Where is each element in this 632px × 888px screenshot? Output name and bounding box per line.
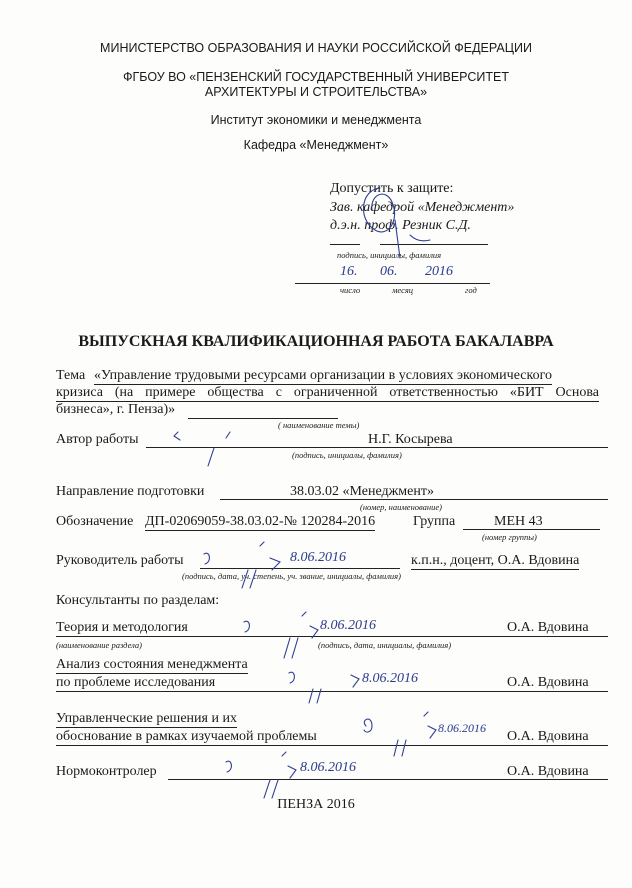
direction-label: Направление подготовки <box>56 484 205 499</box>
approval-cap-day: число <box>340 285 361 295</box>
consultant-2-date: 8.06.2016 <box>362 671 418 686</box>
theme-caption: ( наименование темы) <box>278 420 360 430</box>
approval-date-underline <box>295 283 490 284</box>
approval-signature-scribble <box>340 180 460 260</box>
consultant-3-section-line-2: обоснование в рамках изучаемой проблемы <box>56 729 317 744</box>
institute-line: Институт экономики и менеджмента <box>210 113 422 127</box>
author-signature-scribble <box>170 428 240 468</box>
author-label: Автор работы <box>56 432 139 447</box>
normcontrol-name: О.А. Вдовина <box>507 764 589 779</box>
group-label: Группа <box>413 514 456 529</box>
approval-date-year: 2016 <box>425 264 453 279</box>
consultant-1-signature-scribble <box>240 612 320 662</box>
normcontrol-signature-scribble <box>222 752 302 802</box>
supervisor-label: Руководитель работы <box>56 553 184 568</box>
direction-caption: (номер, наименование) <box>360 502 443 512</box>
consultant-1-name: О.А. Вдовина <box>507 620 589 635</box>
consultant-2-section-line-1: Анализ состояния менеджмента <box>56 657 248 672</box>
consultants-heading: Консультанты по разделам: <box>56 593 220 608</box>
supervisor-caption: (подпись, дата, уч. степень, уч. звание, инициалы, фамилия) <box>182 571 401 581</box>
consultant-2-section-line-2: по проблеме исследования <box>56 675 216 690</box>
consultant-1-underline <box>56 636 608 637</box>
direction-value: 38.03.02 «Менеджмент» <box>290 484 434 499</box>
consultant-2-name: О.А. Вдовина <box>507 675 589 690</box>
approval-line-2: Зав. кафедрой «Менеджмент» <box>330 200 515 215</box>
supervisor-value: к.п.н., доцент, О.А. Вдовина <box>411 553 580 568</box>
approval-cap-year: год <box>465 285 477 295</box>
group-value: МЕН 43 <box>494 514 543 529</box>
theme-line-3: бизнеса», г. Пенза)» <box>56 402 176 417</box>
footer-city-year: ПЕНЗА 2016 <box>277 797 355 812</box>
approval-date-day: 16. <box>340 264 358 279</box>
author-name: Н.Г. Косырева <box>368 432 453 447</box>
department-line: Кафедра «Менеджмент» <box>243 138 389 152</box>
theme-line-1: «Управление трудовыми ресурсами организации в условиях экономического <box>94 368 552 383</box>
consultant-2-signature-scribble <box>285 665 365 705</box>
consultant-sign-caption: (подпись, дата, инициалы, фамилия) <box>318 640 452 650</box>
approval-line-3: д.э.н. проф. Резник С.Д. <box>330 218 471 233</box>
consultant-3-date: 8.06.2016 <box>438 721 486 735</box>
supervisor-signature-scribble <box>200 540 290 590</box>
consultant-3-section-line-1: Управленческие решения и их <box>56 711 237 726</box>
document-title: ВЫПУСКНАЯ КВАЛИФИКАЦИОННАЯ РАБОТА БАКАЛАВРА <box>78 333 554 350</box>
theme-label: Тема <box>56 368 86 383</box>
normcontrol-label: Нормоконтролер <box>56 764 157 779</box>
author-caption: (подпись, инициалы, фамилия) <box>292 450 402 460</box>
theme-line-3-underline <box>188 418 338 419</box>
approval-date-month: 06. <box>380 264 398 279</box>
university-line-1: ФГБОУ ВО «ПЕНЗЕНСКИЙ ГОСУДАРСТВЕННЫЙ УНИВЕРСИТЕТ <box>122 70 509 84</box>
ministry-line: МИНИСТЕРСТВО ОБРАЗОВАНИЯ И НАУКИ РОССИЙСКОЙ ФЕДЕРАЦИИ <box>100 41 532 55</box>
theme-line-2: кризиса (на примере общества с ограниченной ответственностью «БИТ Основа <box>56 385 599 400</box>
consultant-3-signature-scribble <box>360 712 440 757</box>
approval-sig-caption: подпись, инициалы, фамилия <box>337 250 442 260</box>
consultant-section-caption: (наименование раздела) <box>56 640 143 650</box>
university-line-2: АРХИТЕКТУРЫ И СТРОИТЕЛЬСТВА» <box>204 85 428 99</box>
consultant-3-underline <box>56 745 608 746</box>
approval-cap-month: месяц <box>392 285 414 295</box>
designation-label: Обозначение <box>56 514 134 529</box>
consultant-1-date: 8.06.2016 <box>320 618 376 633</box>
consultant-3-name: О.А. Вдовина <box>507 729 589 744</box>
approval-line-1: Допустить к защите: <box>330 181 454 196</box>
consultant-1-section: Теория и методология <box>56 620 188 635</box>
normcontrol-date: 8.06.2016 <box>300 760 356 775</box>
supervisor-sign-date: 8.06.2016 <box>290 550 346 565</box>
designation-value: ДП-02069059-38.03.02-№ 120284-2016 <box>145 514 376 529</box>
group-caption: (номер группы) <box>482 532 537 542</box>
